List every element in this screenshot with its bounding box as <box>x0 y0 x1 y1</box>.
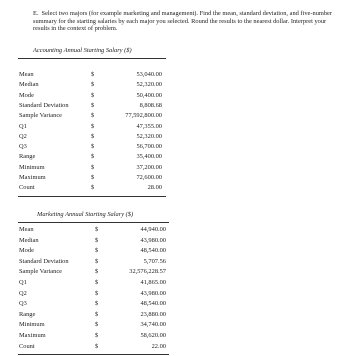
accounting-row-value: 53,040.00 <box>136 71 162 78</box>
accounting-row-value: 28.00 <box>147 184 162 192</box>
marketing-row-value: 23,880.00 <box>140 310 166 318</box>
accounting-row-dollar-sign: $ <box>91 143 95 151</box>
marketing-row-value: 34,740.00 <box>140 321 166 329</box>
accounting-bottom-rule <box>18 196 166 197</box>
accounting-row-dollar-sign: $ <box>91 132 95 140</box>
marketing-row-value: 22.00 <box>151 342 166 350</box>
marketing-row-label: Minimum <box>19 321 45 329</box>
accounting-row-value: 52,320.00 <box>136 81 162 89</box>
marketing-row-label: Standard Deviation <box>19 257 69 265</box>
marketing-row-value: 5,707.56 <box>143 257 166 265</box>
marketing-row-value: 58,620.00 <box>140 332 166 339</box>
marketing-row-dollar-sign: $ <box>95 279 99 286</box>
accounting-row-label: Count <box>19 184 35 192</box>
marketing-bottom-rule <box>18 354 169 355</box>
accounting-row-label: Q3 <box>19 143 27 151</box>
marketing-row-dollar-sign: $ <box>95 257 99 265</box>
marketing-row-label: Q3 <box>19 300 27 308</box>
accounting-row-label: Mean <box>19 71 34 78</box>
marketing-row-label: Mode <box>19 247 34 255</box>
accounting-row-dollar-sign: $ <box>91 112 95 120</box>
marketing-row-value: 41,865.00 <box>140 279 166 286</box>
marketing-row-value: 48,540.00 <box>140 247 166 255</box>
accounting-row-value: 50,400.00 <box>136 91 162 99</box>
marketing-row-dollar-sign: $ <box>95 289 99 297</box>
accounting-row-dollar-sign: $ <box>91 91 95 99</box>
marketing-row-label: Sample Variance <box>19 268 63 276</box>
accounting-row-dollar-sign: $ <box>91 184 95 192</box>
marketing-title-rule <box>18 222 169 223</box>
accounting-row-value: 72,600.00 <box>136 174 162 181</box>
accounting-row-dollar-sign: $ <box>91 122 95 130</box>
accounting-row-label: Maximum <box>19 174 46 181</box>
marketing-row-dollar-sign: $ <box>95 268 99 276</box>
marketing-row-label: Count <box>19 342 35 350</box>
accounting-row-value: 8,808.68 <box>139 101 162 109</box>
accounting-row-label: Sample Variance <box>19 112 63 120</box>
accounting-row-value: 37,200.00 <box>136 163 162 171</box>
marketing-row-label: Mean <box>19 226 34 233</box>
marketing-row-label: Q1 <box>19 279 27 286</box>
accounting-row-dollar-sign: $ <box>91 101 95 109</box>
marketing-row-dollar-sign: $ <box>95 300 99 308</box>
marketing-row-dollar-sign: $ <box>95 236 99 244</box>
marketing-row-dollar-sign: $ <box>95 247 99 255</box>
accounting-row-label: Mode <box>19 91 34 99</box>
accounting-table-title: Accounting Annual Starting Salary ($) <box>33 47 132 54</box>
accounting-row-value: 52,320.00 <box>136 132 162 140</box>
accounting-row-dollar-sign: $ <box>91 163 95 171</box>
accounting-row-label: Q1 <box>19 122 27 130</box>
marketing-row-label: Range <box>19 310 36 318</box>
marketing-row-value: 48,540.00 <box>140 300 166 308</box>
marketing-row-value: 44,940.00 <box>140 226 166 233</box>
accounting-row-dollar-sign: $ <box>91 174 95 181</box>
accounting-row-label: Median <box>19 81 39 89</box>
accounting-row-label: Q2 <box>19 132 27 140</box>
marketing-row-dollar-sign: $ <box>95 321 99 329</box>
marketing-table-title: Marketing Annual Starting Salary ($) <box>37 211 134 218</box>
instructions-text <box>33 10 333 33</box>
marketing-row-dollar-sign: $ <box>95 310 99 318</box>
marketing-row-value: 43,980.00 <box>140 236 166 244</box>
accounting-row-label: Minimum <box>19 163 45 171</box>
marketing-row-value: 43,980.00 <box>140 289 166 297</box>
question-letter: E. <box>33 10 39 17</box>
marketing-row-dollar-sign: $ <box>95 226 99 233</box>
accounting-row-value: 35,400.00 <box>136 153 162 161</box>
accounting-title-rule <box>18 58 166 59</box>
accounting-row-label: Standard Deviation <box>19 101 69 109</box>
accounting-row-value: 56,700.00 <box>136 143 162 151</box>
accounting-row-label: Range <box>19 153 36 161</box>
accounting-row-value: 47,355.00 <box>136 122 162 130</box>
marketing-row-dollar-sign: $ <box>95 342 99 350</box>
accounting-row-dollar-sign: $ <box>91 81 95 89</box>
accounting-row-dollar-sign: $ <box>91 153 95 161</box>
marketing-row-value: 32,576,228.57 <box>129 268 166 276</box>
marketing-row-dollar-sign: $ <box>95 332 99 339</box>
accounting-row-value: 77,592,800.00 <box>125 112 162 120</box>
marketing-row-label: Q2 <box>19 289 27 297</box>
marketing-row-label: Median <box>19 236 39 244</box>
accounting-row-dollar-sign: $ <box>91 71 95 78</box>
question-body: Select two majors (for example marketing and management). Find the mean, standard deviation, and five-number summary for the starting salaries by each major you selected. Round the results to the nearest dollar. Interpret your results in the context of problem. <box>33 10 333 33</box>
marketing-row-label: Maximum <box>19 332 46 339</box>
